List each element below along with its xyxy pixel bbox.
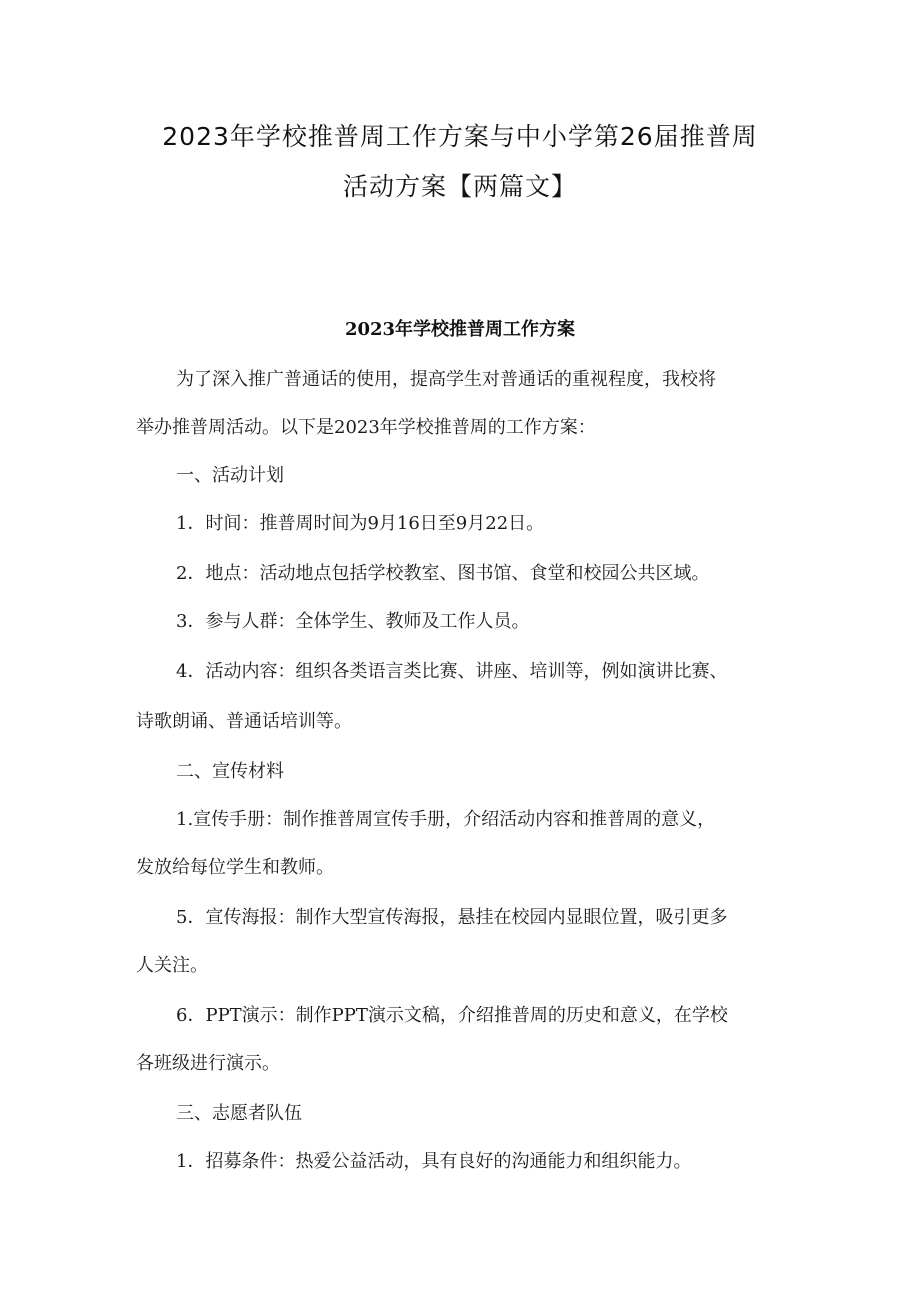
heading-volunteer-team: 三、志愿者队伍 bbox=[176, 1103, 302, 1124]
list-item-handbook-line-2: 发放给每位学生和教师。 bbox=[136, 857, 334, 878]
list-item-content-line-2: 诗歌朗诵、普通话培训等。 bbox=[136, 711, 352, 732]
list-item-time: 1．时间：推普周时间为9月16日至9月22日。 bbox=[176, 513, 545, 534]
list-item-participants: 3．参与人群：全体学生、教师及工作人员。 bbox=[176, 611, 530, 632]
document-title-line-1: 2023年学校推普周工作方案与中小学第26届推普周 bbox=[162, 122, 758, 151]
list-item-location: 2．地点：活动地点包括学校教室、图书馆、食堂和校园公共区域。 bbox=[176, 563, 710, 584]
heading-promo-materials: 二、宣传材料 bbox=[176, 761, 284, 782]
document-title-line-2: 活动方案【两篇文】 bbox=[342, 172, 577, 201]
list-item-poster-line-1: 5．宣传海报：制作大型宣传海报，悬挂在校园内显眼位置，吸引更多 bbox=[176, 907, 728, 928]
list-item-handbook-line-1: 1.宣传手册：制作推普周宣传手册，介绍活动内容和推普周的意义， bbox=[176, 809, 716, 830]
paragraph-intro-line-2: 举办推普周活动。以下是2023年学校推普周的工作方案： bbox=[136, 417, 596, 438]
paragraph-intro-line-1: 为了深入推广普通话的使用，提高学生对普通话的重视程度，我校将 bbox=[176, 369, 716, 390]
list-item-recruitment: 1．招募条件：热爱公益活动，具有良好的沟通能力和组织能力。 bbox=[176, 1151, 692, 1172]
list-item-ppt-line-2: 各班级进行演示。 bbox=[136, 1053, 280, 1074]
list-item-ppt-line-1: 6．PPT演示：制作PPT演示文稿，介绍推普周的历史和意义，在学校 bbox=[176, 1005, 728, 1026]
heading-activity-plan: 一、活动计划 bbox=[176, 465, 284, 486]
list-item-content-line-1: 4．活动内容：组织各类语言类比赛、讲座、培训等，例如演讲比赛、 bbox=[176, 661, 728, 682]
list-item-poster-line-2: 人关注。 bbox=[136, 955, 208, 976]
section-title: 2023年学校推普周工作方案 bbox=[344, 319, 576, 340]
